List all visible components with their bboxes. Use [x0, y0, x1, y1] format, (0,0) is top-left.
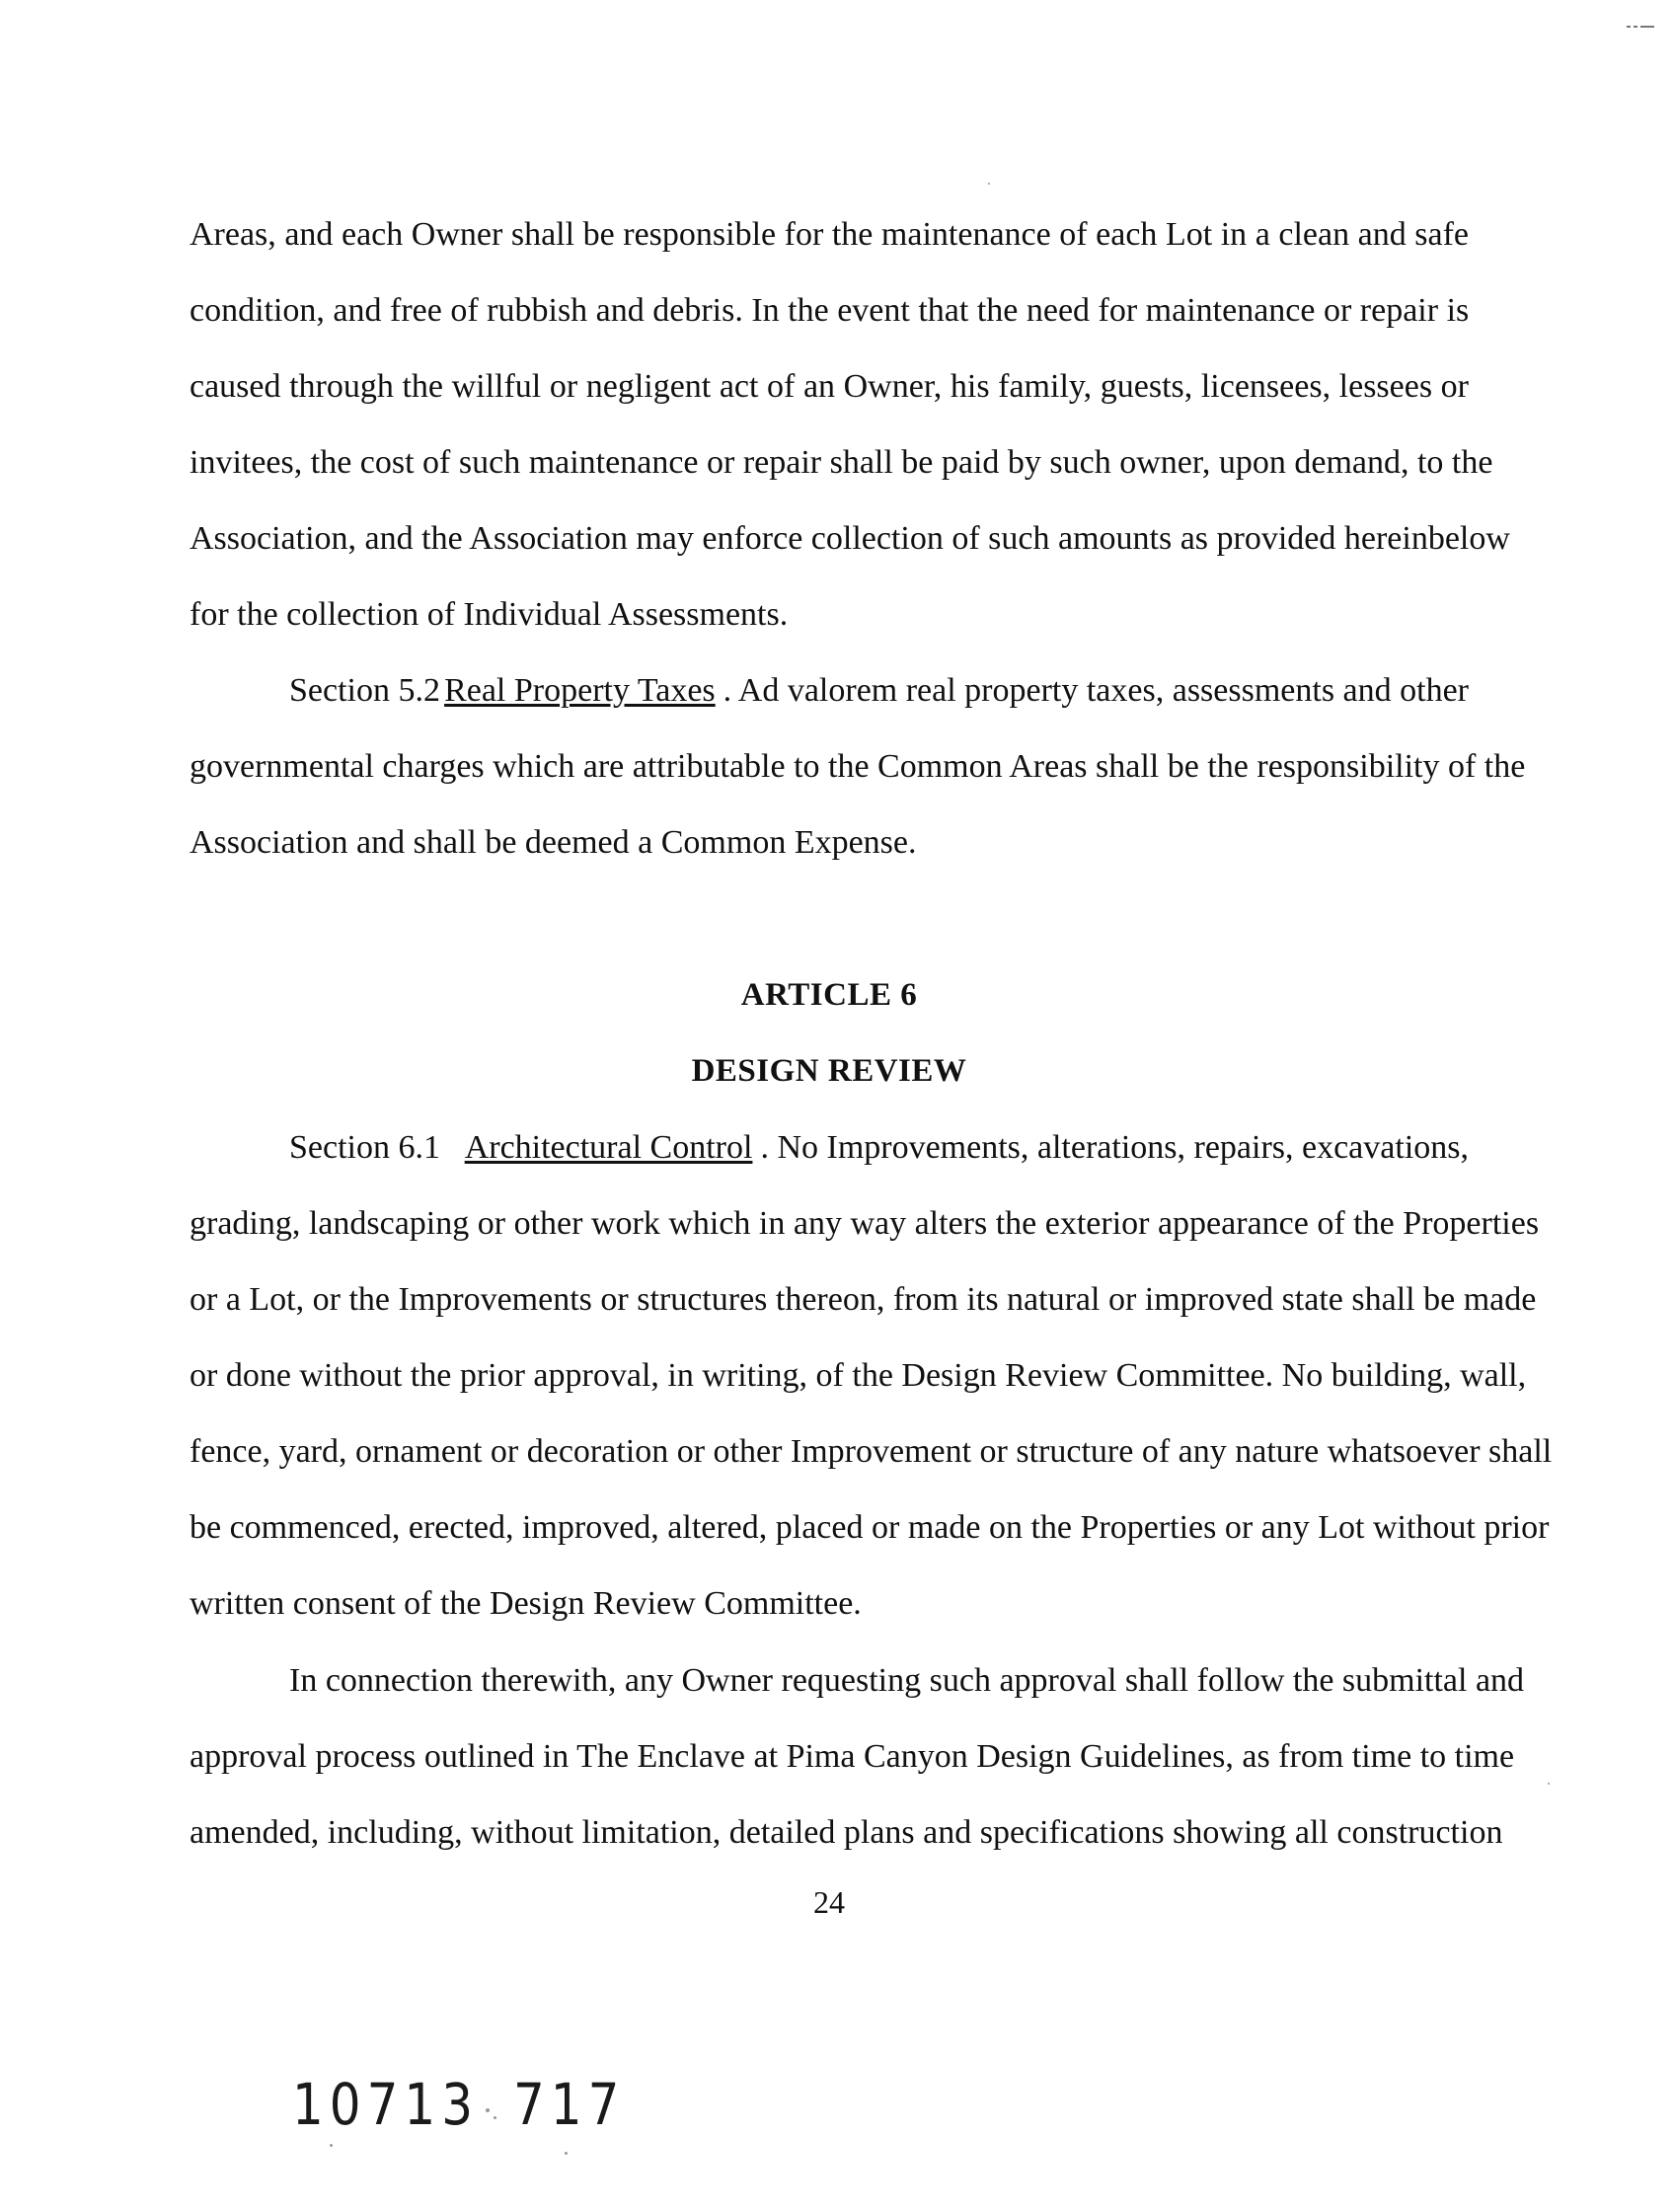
section-5-2-heading-line	[289, 671, 1469, 711]
body-line: written consent of the Design Review Committee.	[190, 1585, 862, 1622]
body-line: caused through the willful or negligent act of an Owner, his family, guests, licensees, lessees or	[190, 368, 1469, 405]
article-title: DESIGN REVIEW	[691, 1053, 967, 1089]
body-line: Association and shall be deemed a Common Expense.	[190, 824, 917, 861]
scan-speck	[1548, 1783, 1550, 1785]
body-line: grading, landscaping or other work which in any way alters the exterior appearance of the Properties	[190, 1205, 1540, 1242]
section-number: Section 6.1	[289, 1129, 440, 1166]
body-line: Association, and the Association may enforce collection of such amounts as provided hereinbelow	[190, 520, 1510, 557]
scan-speck	[486, 2108, 490, 2112]
body-line: for the collection of Individual Assessments.	[190, 596, 789, 633]
page-number: 24	[813, 1884, 845, 1920]
body-line: or a Lot, or the Improvements or structures thereon, from its natural or improved state shall be made	[190, 1281, 1537, 1318]
section-text: . No Improvements, alterations, repairs, excavations,	[760, 1129, 1469, 1166]
recording-page-number: 717	[513, 2072, 626, 2138]
body-line: governmental charges which are attributable to the Common Areas shall be the responsibility of the	[190, 748, 1526, 785]
scan-speck	[988, 183, 990, 185]
body-line: In connection therewith, any Owner requesting such approval shall follow the submittal and	[289, 1662, 1525, 1699]
body-line: approval process outlined in The Enclave at Pima Canyon Design Guidelines, as from time to time	[190, 1738, 1515, 1775]
scan-speck	[494, 2116, 496, 2119]
scan-speck	[330, 2144, 333, 2147]
section-title: Architectural Control	[464, 1129, 753, 1166]
body-line: fence, yard, ornament or decoration or other Improvement or structure of any nature whatsoever shall	[190, 1433, 1553, 1470]
section-number: Section 5.2	[289, 672, 440, 709]
scan-speck	[565, 2152, 568, 2155]
article-number: ARTICLE 6	[740, 977, 918, 1013]
body-line: or done without the prior approval, in writing, of the Design Review Committee. No building, wall,	[190, 1357, 1527, 1394]
body-line: be commenced, erected, improved, altered, placed or made on the Properties or any Lot without prior	[190, 1509, 1550, 1546]
recording-book-number: 10713	[292, 2072, 480, 2138]
body-line: amended, including, without limitation, detailed plans and specifications showing all construction	[190, 1814, 1503, 1851]
body-line: invitees, the cost of such maintenance or repair shall be paid by such owner, upon demand, to the	[190, 444, 1493, 481]
section-text: . Ad valorem real property taxes, assessments and other	[723, 672, 1469, 709]
section-6-1-heading-line	[289, 1128, 1469, 1168]
body-line: condition, and free of rubbish and debris. In the event that the need for maintenance or repair is	[190, 292, 1470, 329]
section-title: Real Property Taxes	[444, 672, 716, 709]
scan-mark	[1627, 26, 1656, 30]
body-line: Areas, and each Owner shall be responsible for the maintenance of each Lot in a clean and safe	[190, 216, 1469, 253]
